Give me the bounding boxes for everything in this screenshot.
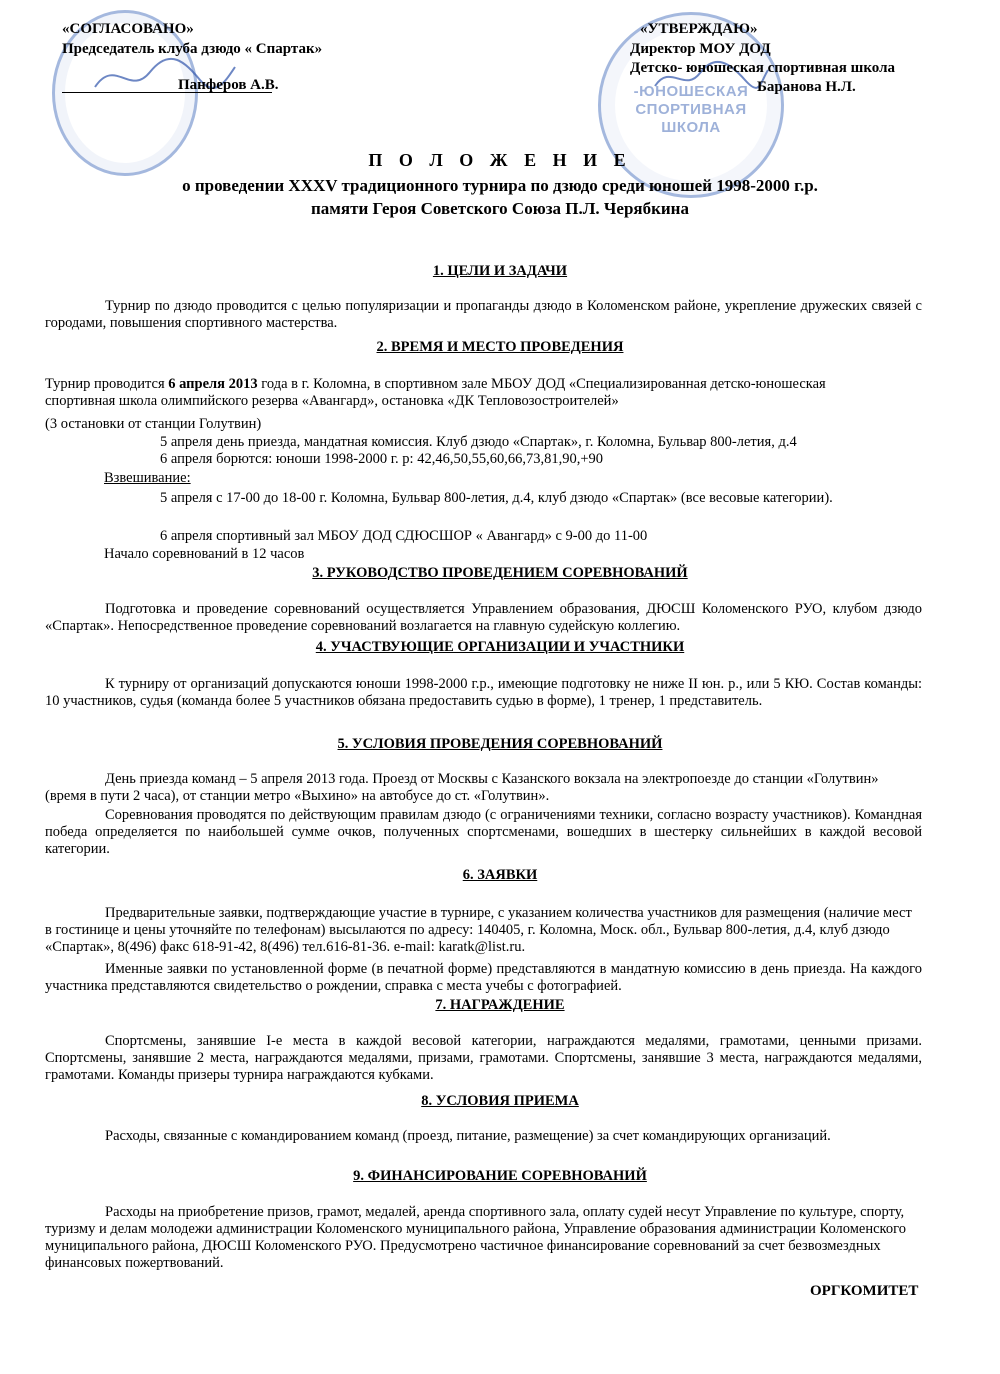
section-2-intro: Турнир проводится 6 апреля 2013 года в г. Коломна, в спортивном зале МБОУ ДОД «Специализированная детско-юношеская спортивная школа олимпийского резерва «Авангард», остановка «ДК Тепловозостроителей» [45,376,826,409]
section-7-heading: 7. НАГРАЖДЕНИЕ [435,997,565,1013]
organizing-committee-signature: ОРГКОМИТЕТ [810,1283,919,1299]
competition-start: Начало соревнований в 12 часов [104,546,305,562]
section-1-text: Турнир по дзюдо проводится с целью популяризации и пропаганды дзюдо в Коломенском районе, укрепление дружеских связей с городами, повышения спортивного мастерства. [45,298,922,331]
section-9-heading: 9. ФИНАНСИРОВАНИЕ СОРЕВНОВАНИЙ [353,1168,647,1184]
weighing-day6: 6 апреля спортивный зал МБОУ ДОД СДЮСШОР « Авангард» с 9-00 до 11-00 [160,528,648,544]
section-8-text: Расходы, связанные с командированием команд (проезд, питание, размещение) за счет командирующих организаций. [105,1128,831,1144]
approval-left-name: Панферов А.В. [178,77,279,93]
section-5-text-2: Соревнования проводятся по действующим правилам дзюдо (с ограничениями техники, согласно возрасту участников). Командная победа определяется по наибольшей сумме очков, полученных спортсменами, вошедших в шестерку сильнейших в каждой весовой категории. [45,807,922,857]
section-5-heading: 5. УСЛОВИЯ ПРОВЕДЕНИЯ СОРЕВНОВАНИЙ [337,736,663,752]
section-4-heading: 4. УЧАСТВУЮЩИЕ ОРГАНИЗАЦИИ И УЧАСТНИКИ [315,639,685,655]
document-subtitle-1: о проведении XXXV традиционного турнира по дзюдо среди юношей 1998-2000 г.р. [182,176,818,195]
section-4-text: К турниру от организаций допускаются юноши 1998-2000 г.р., имеющие подготовку не ниже II юн. р., или 5 КЮ. Состав команды: 10 участников, судья (команда более 5 участников обязана предоставить судью в форме), 1 тренер, 1 представитель. [45,676,922,709]
document-title: П О Л О Ж Е Н И Е [368,150,632,170]
section-8-heading: 8. УСЛОВИЯ ПРИЕМА [421,1093,579,1109]
section-9-text: Расходы на приобретение призов, грамот, медалей, аренда спортивного зала, оплату судей несут Управление по культуре, спорту, туризму и делам молодежи администрации Коломенского муниципального района, Управление образования администрации Коломенского муниципального района, ДЮСШ Коломенского РУО. Предусмотрено частичное финансирование соревнований за счет безвозмездных финансовых пожертвований. [45,1204,906,1271]
section-2-day6: 6 апреля борются: юноши 1998-2000 г. р: 42,46,50,55,60,66,73,81,90,+90 [160,451,604,467]
weighing-day5: 5 апреля с 17-00 до 18-00 г. Коломна, Бульвар 800-летия, д.4, клуб дзюдо «Спартак» (все весовые категории). [160,490,833,506]
approval-right-name: Баранова Н.Л. [757,79,856,95]
section-7-text: Спортсмены, занявшие I-е места в каждой весовой категории, награждаются медалями, грамотами, ценными призами. Спортсмены, занявшие 2 места, награждаются медалями, призами, грамотами. Спортсмены, занявшие 3 места, награждаются медалями, грамотами. Команды призеры турнира награждаются кубками. [45,1033,922,1083]
tournament-date: 6 апреля 2013 [168,376,258,392]
weighing-label: Взвешивание: [104,470,191,486]
section-2-heading: 2. ВРЕМЯ И МЕСТО ПРОВЕДЕНИЯ [376,339,624,355]
approval-right-position: Директор МОУ ДОД [630,41,771,57]
section-2-day5: 5 апреля день приезда, мандатная комиссия. Клуб дзюдо «Спартак», г. Коломна, Бульвар 800-летия, д.4 [160,434,797,450]
section-6-heading: 6. ЗАЯВКИ [462,867,538,883]
stamp-text: -ЮНОШЕСКАЯ СПОРТИВНАЯ ШКОЛА [633,83,749,136]
section-5-text-1: День приезда команд – 5 апреля 2013 года. Проезд от Москвы с Казанского вокзала на электропоезде до станции «Голутвин» (время в пути 2 часа), от станции метро «Выхино» на автобусе до ст. «Голутвин». [45,771,879,804]
approval-left-heading: «СОГЛАСОВАНО» [62,21,194,37]
section-1-heading: 1. ЦЕЛИ И ЗАДАЧИ [432,263,568,279]
section-3-text: Подготовка и проведение соревнований осуществляется Управлением образования, ДЮСШ Коломенского РУО, клубом дзюдо «Спартак». Непосредственное проведение соревнований возлагается на главную судейскую коллегию. [45,601,922,634]
approval-left-position: Председатель клуба дзюдо « Спартак» [62,41,323,57]
approval-right-school: Детско- юношеская спортивная школа [630,60,895,76]
section-6-text-1: Предварительные заявки, подтверждающие участие в турнире, с указанием количества участников для размещения (наличие мест в гостинице и цены уточняйте по телефонам) высылаются по адресу: 140405, г. Коломна, Моск. обл., Бульвар 800-летия, д.4, клуб дзюдо «Спартак», 8(496) факс 618-91-42, 8(496) тел.616-81-36. e-mail: karatk@list.ru. [45,905,912,955]
section-6-text-2: Именные заявки по установленной форме (в печатной форме) представляются в мандатную комиссию в день приезда. На каждого участника представляются свидетельство о рождении, справка с места учебы с фотографией. [45,961,922,994]
approval-right-heading: «УТВЕРЖДАЮ» [640,21,758,37]
section-3-heading: 3. РУКОВОДСТВО ПРОВЕДЕНИЕМ СОРЕВНОВАНИЙ [312,565,688,581]
document-subtitle-2: памяти Героя Советского Союза П.Л. Черябкина [311,199,689,218]
section-2-stops: (3 остановки от станции Голутвин) [45,416,262,432]
